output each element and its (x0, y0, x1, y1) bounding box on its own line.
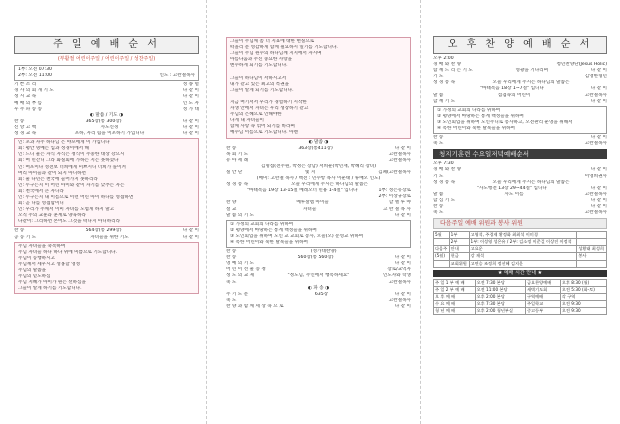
table-cell: 청 년 예 배 (434, 308, 476, 315)
text-line: 인: 우리가 주께서 이미 자녀를 노엽게 하지 말고 (18, 207, 115, 213)
text-line: 나게 내 자녀들이 (230, 118, 264, 124)
order-item: 축 도 (226, 279, 237, 285)
table-cell: 1부 (449, 232, 469, 239)
text-line: 자생 안에서 자녀는 우리 성장하기 같고 (230, 106, 309, 112)
table-cell: 오후 7:30 본당 (475, 300, 525, 307)
table-cell: 오전 9:30 (560, 308, 606, 315)
table-cell (577, 260, 607, 267)
text-line: ① 가정의 교회의 나라를 위하여 (437, 107, 501, 113)
order-detail: "마태복음 18장 1~7절" 입니다 (479, 86, 544, 92)
order-detail: 김명섭(전주원, 박정은 장남) 서희운(박민재, 박혜리 장녀) (260, 163, 377, 169)
order-row (14, 235, 199, 241)
table-cell: 새벽기도회 (525, 286, 560, 293)
text-line: 회: 물 다민은 천국에 들어가지 못하리라 (18, 176, 98, 182)
table-cell: 1부: 이성영 성은유 / 2부: 김소정 이준걸 이상진 이정석 (469, 239, 577, 246)
order-item: 목 회 기 도 (226, 151, 249, 157)
text-line: 오직 주의 교훈과 훈계로 양육하라 (18, 213, 86, 219)
volunteers-band: 다음주일 예배 위원과 봉사 위원 (433, 218, 607, 229)
order-detail: 365장(통 300장) (85, 118, 122, 124)
order-leader: 다 같 이 (590, 185, 607, 191)
order-item: 성 경 봉 독 (226, 182, 249, 188)
order-leader: 고완철목사 (388, 151, 411, 157)
text-line: 내가 같고 있는 최고의 특권을 (230, 81, 290, 87)
text-line: 회: 천국에서 큰 자니라 (18, 188, 64, 194)
text-line: ④ 복한 어린이와 북한 탈북들을 위하여 (230, 240, 308, 245)
order-item: 찬 송 (226, 145, 237, 151)
order-leader: 다 같 이 (590, 197, 607, 203)
order-item: 성 경 교 독 (14, 131, 37, 137)
table-cell: 고연승 조정희 정선혜 김지운 (469, 260, 577, 267)
service-time-box (14, 65, 199, 81)
text-line: 예수님 이름으로 기도합니다. 아멘 (230, 130, 298, 136)
service-time: 오후 2:00 (433, 56, 454, 61)
order-leader: 다 같 이 (394, 255, 411, 261)
table-cell: 2부 (449, 239, 469, 246)
table-cell: 오전 5:30 (화-토) (560, 286, 606, 293)
order-leader: 성 가 대 (182, 106, 199, 112)
order-detail (443, 141, 584, 147)
prayer-topics-box (226, 220, 411, 248)
order-item: 찬 송 (14, 118, 25, 124)
order-row (14, 131, 199, 137)
order-item: 영 예 의 기 도 (226, 261, 255, 267)
table-cell: 고요운 (469, 246, 577, 253)
order-item: 찬 송 (226, 249, 237, 255)
text-line: 여리 아이들과 같이 되지 아니하면 (18, 170, 86, 176)
order-item: 축 도 (433, 210, 444, 216)
text-line: 그들이 알게 되기를 기도합니다. (230, 87, 294, 93)
order-leader: 다 같 이 (394, 145, 411, 151)
order-item: 말 씀 (433, 92, 444, 98)
table-cell: 교회위원 (449, 260, 469, 267)
table-row (434, 279, 607, 286)
order-item: 말 씀 (433, 191, 444, 197)
text-line: ④ 복한 어린이와 북한 탈북들을 위하여 (437, 126, 515, 132)
order-detail (443, 210, 584, 216)
order-leader: 다 같 이 (590, 98, 607, 104)
order-item: 성 시 교 독 (14, 94, 37, 100)
prayer-topics-box (433, 106, 607, 134)
order-leader: 다 같 이 (590, 68, 607, 74)
table-row (434, 246, 607, 253)
order-item: 우 주 파 송 송 (14, 106, 43, 112)
text-line: 인: 드디 물은 자식 자식은 정식이 주중한 대상 강으시 (18, 152, 125, 158)
table-cell: 각 구역 (560, 293, 606, 300)
order-leader: 다 같 이 (182, 88, 199, 94)
table-cell (577, 232, 607, 239)
text-line: 그들이 알게 하기를 기도합니다. (18, 286, 82, 292)
table-cell: 오후 2:00 청년부실 (475, 308, 525, 315)
order-item: 설 교 (226, 206, 237, 212)
order-leader: 고완철목사 (388, 157, 411, 163)
table-cell (434, 239, 450, 246)
order-item: 찬 양 과 함 께 세 상 속 으 로 (226, 303, 284, 309)
table-cell: 5월 (434, 232, 450, 239)
order-detail: 사도신경 (100, 124, 119, 130)
order-detail: "마태복음 19장 13-15절 베레오너 민용 1-4절" 입니다 (246, 188, 358, 194)
order-leader: 다 같 이 (394, 291, 411, 297)
text-line: ② 평양에서 마땅하는 통계 백성들을 위하여 (230, 227, 317, 233)
order-item: 찬 송 (14, 228, 25, 234)
order-item: 성 도 의 교 제 (226, 273, 255, 279)
service-times-table (433, 279, 607, 315)
prayer-box (226, 37, 411, 139)
service-time: 2부: 오전 11:00 (18, 73, 52, 79)
order-item: 기 도 (433, 173, 444, 179)
text-line: 그들이 주님께 좀 더 지표에 대한 현실으로 (230, 39, 315, 44)
responsive-reading-box (14, 138, 199, 227)
order-leader: 다 같 이 (394, 303, 411, 309)
text-line: ② 평양에서 마땅하는 통계 백성들을 위하여 (437, 113, 524, 119)
order-item: 예 배 의 부 름 (14, 100, 43, 106)
section-label: ◐ 말씀 ◑ (308, 139, 329, 145)
text-line: ③ 노인회업을 위하여 노인주니로 봉사하고, 오전판리 운영을 위해서 (437, 119, 573, 125)
text-line: 주님 자녀들 하나 하나 위에 미쁨으로 기도합니다. (18, 249, 117, 255)
table-cell: 강 재석 (469, 253, 577, 260)
order-leader: 다 같 이 (182, 94, 199, 100)
order-leader: 다 같 이 (590, 167, 607, 173)
text-line: 인: 여포이다 성전보 너희에게 미쁘시니 너희가 돌이켜 (18, 164, 126, 170)
text-line: ① 가정의 교회의 나라를 위하여 (230, 221, 294, 227)
order-detail: 635장 (314, 291, 329, 297)
order-item: 축 도 (226, 297, 237, 303)
service-time: 1부: 오전 07:30 (18, 67, 52, 73)
order-detail: 빛 지 (305, 169, 316, 175)
table-row (434, 308, 607, 315)
order-detail: 560장(통 560장) (297, 255, 334, 261)
order-row (14, 107, 199, 113)
order-item: 찬 송 (433, 135, 444, 141)
order-detail: (배미: 고완철 목사 / 백전 : 민수항 목사 이운태 / 류배오 인도) (256, 176, 381, 182)
order-detail: 오늘 우리에게 주시는 하나님의 말씀은 (291, 182, 368, 188)
section-label: ◐ 파 송 ◑ (307, 285, 330, 291)
order-list (433, 135, 607, 147)
order-leader: 다 같 이 (394, 261, 411, 267)
order-detail (284, 304, 395, 310)
text-line: 회: 곧 나를 영접함이니 (18, 201, 64, 207)
table-cell: 성황태 최성희 (577, 246, 607, 253)
table-cell: 오후 8:30 (월) (560, 279, 606, 286)
order-leader: 이영희권사 (584, 173, 607, 179)
order-row (226, 213, 411, 219)
order-list (14, 82, 199, 112)
order-detail (42, 107, 183, 113)
order-item: 성 경 봉 독 (433, 179, 456, 185)
order-item: 말 씀 의 기 도 (226, 212, 255, 218)
table-cell: 오 후 예 배 (434, 293, 476, 300)
order-item: 경 배 와 찬 양 (433, 62, 462, 68)
text-line: 주님의 말씀을 (18, 268, 47, 273)
text-line: 회: 평안 명예는 입과 성경이에서 해 (18, 146, 89, 152)
table-row (434, 239, 607, 246)
table-cell: 안내 (449, 246, 469, 253)
order-list (433, 167, 607, 216)
order-leader: 성 종 렬 (182, 82, 199, 88)
order-leader: 2부: 이상규장로 (378, 194, 411, 200)
order-list (226, 249, 411, 286)
table-row (434, 253, 607, 260)
fold-line (420, 0, 421, 424)
order-item: 유 아 세 례 (226, 157, 249, 163)
order-detail (236, 280, 388, 286)
order-item: 경 배 와 찬 양 (433, 167, 462, 173)
order-leader: 할 렐 루 야 (388, 200, 411, 206)
table-cell: 주일학교 (525, 300, 560, 307)
order-leader: 고완철목사 (584, 92, 607, 98)
panel-morning-service-cont (226, 36, 411, 310)
order-detail: 자녀들을 위한 기도 (90, 234, 129, 240)
table-cell: 구역예배 (525, 293, 560, 300)
table-cell: 봉사 (577, 253, 607, 260)
order-leader: 고 완 철 목 사 (382, 206, 411, 212)
order-row (433, 210, 607, 216)
text-line: 함께 사랑 속 엮어 되기를 바라며 (230, 124, 295, 130)
text-line: 아름다움과 주신 중요한 사랑을 (230, 57, 293, 63)
order-item: 공 동 기 도 (14, 234, 37, 240)
panel-afternoon-service (433, 36, 607, 315)
order-item: 신 앙 고 백 (14, 124, 37, 130)
service-times-heading: ★ 예배 시간 안내 ★ (433, 270, 607, 277)
order-detail: 오늘 우리에게 주시는 하나님의 말씀은 (492, 80, 570, 86)
order-item: 합 께 기 도 (433, 98, 456, 104)
text-line: ③ 노인회업을 위하여 노인 교 교회로 봉사, 오늘(오) 문영교 위하여 (230, 233, 364, 239)
order-leader: 고완철목사 (388, 279, 411, 285)
order-leader: 청년찬양단(Jesus Holic) (556, 62, 607, 68)
table-cell: 오후 2:00 본당 (475, 293, 525, 300)
order-row (433, 141, 607, 147)
table-row (434, 232, 607, 239)
order-leader: 인도자와 학생 (382, 273, 411, 279)
table-cell: 헌금 (449, 253, 469, 260)
text-line: 떠올리 문 영감하게 함께 필요하시 일기를 기도합니다. (230, 45, 338, 51)
order-row (226, 280, 411, 286)
order-detail: 포하, 자리 됨을 이포하기 가입니다 (74, 131, 145, 137)
section-label: ◐ 말씀 / 기도 ◑ (89, 112, 124, 118)
order-item: 경 사 의 회 개 기 도 (14, 88, 54, 94)
order-detail: 오늘 우리에게 주시는 하나님의 말씀은 (492, 179, 570, 185)
order-leader: 고완철목사 (584, 210, 607, 216)
order-item: 어 린 이 선 물 증 정 (226, 267, 266, 273)
panel-title: 오 후 찬 양 예 배 순 서 (433, 36, 607, 54)
table-row (434, 260, 607, 267)
text-line: 주님이 동행하시고 (18, 255, 55, 261)
text-line: 지금 여기서서 우리가 경험하기 시작한 (230, 99, 307, 105)
order-detail: 섬겸속의 어린이 (497, 92, 531, 98)
table-cell: 주 일 1 부 예 배 (434, 279, 476, 286)
order-item: 찬 송 (226, 255, 237, 261)
text-line: 주님 자녀들을 축복하여 (18, 243, 66, 249)
order-leader: 다 같 이 (182, 124, 199, 130)
order-item: 기 도 (433, 74, 444, 80)
order-detail: 564장(통 299장) (85, 228, 122, 234)
text-line: 회: 여 민간니 그라 화실회에 가하는 지는 못하셨다 (18, 158, 119, 164)
order-list (14, 119, 199, 137)
table-cell: 고영석, 주경제 황정화 최최석 이미경 (469, 232, 577, 239)
order-leader: 1부: 성은유장로 (378, 188, 411, 194)
order-leader: 고완철목사 (584, 191, 607, 197)
panel-subtitle: (부활절 어린이주일 / 어린이주일 / 성찬주일) (57, 56, 156, 62)
table-cell: 주 일 2 부 예 배 (434, 286, 476, 293)
text-line: 주님께서 세우시고 성홍할 영성 (18, 261, 81, 267)
fold-line (206, 0, 207, 424)
order-detail: "정도님, 주인에서 행복하세요" (287, 273, 350, 279)
order-item: 축 도 (433, 141, 444, 147)
order-row (226, 304, 411, 310)
text-line: 인: 포과 자주 하나님 은 야포에게 이 가입니다 (18, 140, 110, 146)
panel-morning-service (14, 36, 199, 295)
order-leader: 다 같 이 (182, 234, 199, 240)
table-row (434, 293, 607, 300)
order-detail (455, 99, 591, 105)
order-item: 기 쁜 소 리 (14, 82, 37, 88)
text-line: 주님의 믿도하심 (18, 274, 51, 280)
order-detail: (성가대찬양) (310, 249, 337, 255)
order-item: 함 께 드 리 는 기 도 (433, 68, 473, 74)
order-leader: 다 같 이 (590, 86, 607, 92)
order-leader: 고완철목사 (584, 141, 607, 147)
prayer-box (14, 242, 199, 295)
order-detail: 자녀들 (302, 206, 317, 212)
order-leader: 다 같 이 (182, 228, 199, 234)
table-row (434, 300, 607, 307)
order-row (433, 99, 607, 105)
order-leader: 다 같 이 (182, 118, 199, 124)
order-detail: "사도행전 13장 29~44절" 입니다 (476, 185, 547, 191)
table-cell: 수 요 예 배 (434, 300, 476, 307)
speaker: 인도 : 고완철목사 (159, 73, 195, 79)
order-item: 주 기 도 문 (226, 291, 249, 297)
order-leader: 김영한형년 (584, 74, 607, 80)
table-cell (577, 239, 607, 246)
order-item: 찬 송 (433, 203, 444, 209)
order-detail: 예루살렘 아이들 (296, 200, 329, 206)
table-cell: 오전 9:30 (560, 300, 606, 307)
order-leader: 김폐(고완철목사 (378, 169, 411, 175)
order-detail: 사도 이름 (504, 191, 524, 197)
volunteers-table (433, 231, 607, 267)
text-line: 주님의 은혜으로 인해야한 (230, 112, 282, 118)
order-list (226, 292, 411, 310)
text-line: 그들이 하나님이 서하시고서 (230, 75, 287, 81)
order-leader: 장로/교역자 (387, 267, 411, 273)
table-cell: 다음주 (434, 246, 450, 253)
table-cell: (5월) (434, 253, 450, 260)
order-leader: 다 같 이 (590, 135, 607, 141)
table-cell (434, 260, 450, 267)
table-cell: 오전 7:30 본당 (475, 279, 525, 286)
order-detail: 363장(통411장) (298, 145, 333, 151)
table-cell: 오전 11:00 본당 (475, 286, 525, 293)
text-line: 다같이: 그리하면 본어도 그것을 떠나지 아니하리라 (18, 219, 121, 225)
order-leader: 다 같 이 (182, 131, 199, 137)
order-list (433, 62, 607, 105)
text-line: 그들이 주님 원수의 하나님께 지지에서 자시며 (230, 51, 322, 57)
order-item: 성 경 봉 독 (433, 80, 456, 86)
order-leader: 다 같 이 (394, 212, 411, 218)
order-leader: 고완철목사 (388, 297, 411, 303)
panel-title: 주 일 예 배 순 서 (14, 36, 199, 54)
table-cell: 금요찬양예배 (525, 279, 560, 286)
order-item: 실 안 단 (226, 169, 243, 175)
text-line: 인: 누구든지 이 어린 아이와 같이 자기를 낮추는 자는 (18, 182, 125, 188)
table-row (434, 286, 607, 293)
order-item: 합 심 기 도 (433, 197, 456, 203)
text-line: 주님 지혜가 아이가 원는 선하심을 (18, 280, 86, 286)
service-time: 오후 7:30 (433, 161, 454, 167)
order-item: 찬 양 (226, 200, 237, 206)
table-cell: 중고등부 (525, 308, 560, 315)
order-detail: 영광을 기다리며 (515, 68, 549, 74)
text-line: 변수하게 되기를 기도합니다. (230, 63, 288, 69)
order-list (14, 228, 199, 240)
order-detail (254, 213, 395, 219)
text-line: 인: 누구든지 내 이름으로 이런 어린 아이 하나를 영접하면 (18, 194, 134, 200)
order-list (226, 146, 411, 219)
wednesday-service-band: 청지기훈련 수요일저녁예배순서 (433, 149, 607, 159)
order-leader: 다 같 이 (590, 203, 607, 209)
order-leader: 인 도 자 (182, 100, 199, 106)
